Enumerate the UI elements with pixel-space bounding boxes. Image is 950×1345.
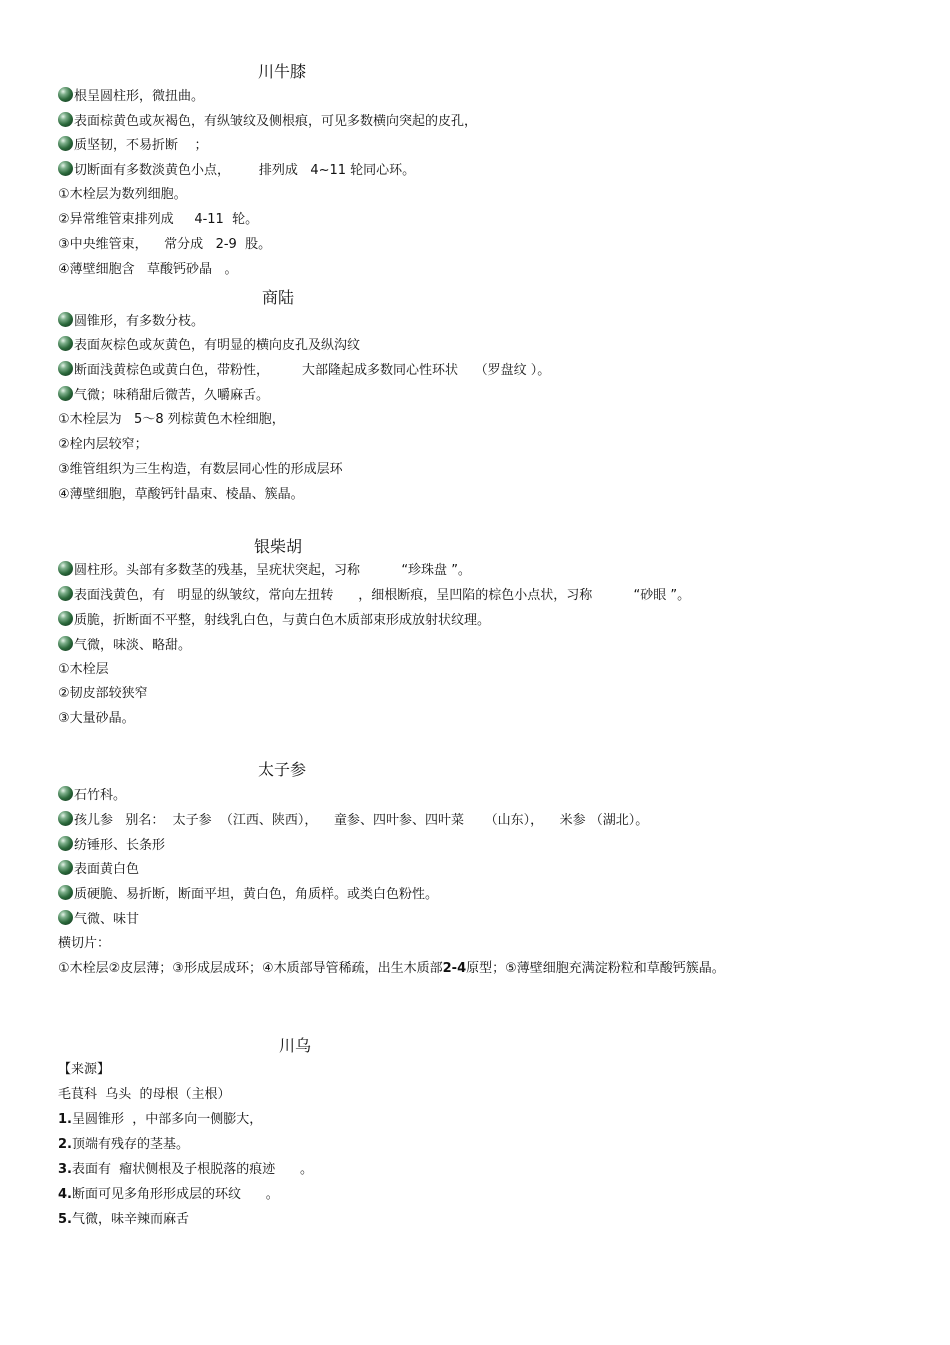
green-ball-bullet-icon: [58, 885, 73, 900]
green-ball-bullet-icon: [58, 112, 73, 127]
numbered-item: 2.顶端有残存的茎基。: [58, 1137, 189, 1152]
green-ball-bullet-icon: [58, 87, 73, 102]
bullet-item: 孩儿参 别名： 太子参 （江西、陕西）， 童参、四叶参、四叶菜 （山东）， 米参 （湖北）。: [58, 811, 648, 830]
bullet-item: 纺锤形、长条形: [58, 836, 165, 855]
numbered-item: ③大量砂晶。: [58, 711, 135, 726]
bullet-item: 切断面有多数淡黄色小点， 排列成 4~11 轮同心环。: [58, 161, 415, 180]
source-heading: 【来源】: [58, 1062, 111, 1077]
bullet-item: 石竹科。: [58, 786, 126, 805]
numbered-item: ②栓内层较窄；: [58, 437, 148, 452]
bullet-item: 根呈圆柱形，微扭曲。: [58, 87, 204, 106]
bullet-item: 质硬脆、易折断，断面平坦，黄白色，角质样。或类白色粉性。: [58, 885, 438, 904]
green-ball-bullet-icon: [58, 336, 73, 351]
bullet-item: 表面棕黄色或灰褐色，有纵皱纹及侧根痕，可见多数横向突起的皮孔，: [58, 112, 477, 131]
bullet-item: 表面浅黄色，有 明显的纵皱纹，常向左扭转 ，细根断痕，呈凹陷的棕色小点状，习称 “砂眼 ”。: [58, 586, 690, 605]
bullet-item: 断面浅黄棕色或黄白色，带粉性， 大部隆起成多数同心性环状 （罗盘纹 ）。: [58, 361, 550, 380]
green-ball-bullet-icon: [58, 860, 73, 875]
section-title-chuanniuxi: 川牛膝: [258, 62, 307, 81]
green-ball-bullet-icon: [58, 312, 73, 327]
source-text: 毛茛科 乌头 的母根（主根）: [58, 1087, 231, 1102]
numbered-item: ①木栓层为数列细胞。: [58, 187, 187, 202]
green-ball-bullet-icon: [58, 386, 73, 401]
numbered-item: ②异常维管束排列成 4-11 轮。: [58, 212, 259, 227]
numbered-item: 5.气微，味辛辣而麻舌: [58, 1212, 189, 1227]
numbered-item: ④薄壁细胞含 草酸钙砂晶 。: [58, 262, 238, 277]
numbered-item: ④薄壁细胞，草酸钙针晶束、棱晶、簇晶。: [58, 487, 304, 502]
green-ball-bullet-icon: [58, 910, 73, 925]
green-ball-bullet-icon: [58, 811, 73, 826]
numbered-item: ③中央维管束， 常分成 2-9 股。: [58, 237, 272, 252]
bullet-item: 圆柱形。头部有多数茎的残基，呈疣状突起，习称 “珍珠盘 ”。: [58, 561, 471, 580]
numbered-item: 4.断面可见多角形形成层的环纹 。: [58, 1187, 279, 1202]
bullet-item: 气微、味甘: [58, 910, 139, 929]
numbered-item: ①木栓层: [58, 662, 109, 677]
bullet-item: 气微，味淡、略甜。: [58, 636, 191, 655]
bullet-item: 气微；味稍甜后微苦，久嚼麻舌。: [58, 386, 269, 405]
bullet-item: 表面黄白色: [58, 860, 139, 879]
section-title-yinchaihu: 银柴胡: [254, 537, 303, 556]
green-ball-bullet-icon: [58, 161, 73, 176]
green-ball-bullet-icon: [58, 561, 73, 576]
numbered-item: 1.呈圆锥形 ，中部多向一侧膨大，: [58, 1112, 263, 1127]
bullet-item: 圆锥形，有多数分枝。: [58, 312, 204, 331]
bullet-item: 质坚韧，不易折断 ；: [58, 136, 208, 155]
section-title-chuanwu: 川乌: [279, 1036, 312, 1055]
green-ball-bullet-icon: [58, 836, 73, 851]
bullet-item: 质脆，折断面不平整，射线乳白色，与黄白色木质部束形成放射状纹理。: [58, 611, 490, 630]
numbered-item: ②韧皮部较狭窄: [58, 686, 148, 701]
numbered-item: ①木栓层为 5～8 列棕黄色木栓细胞，: [58, 412, 285, 427]
paragraph-text: ①木栓层②皮层薄；③形成层成环；④木质部导管稀疏，出生木质部2-4原型；⑤薄壁细胞充满淀粉粒和草酸钙簇晶。: [58, 961, 725, 976]
green-ball-bullet-icon: [58, 611, 73, 626]
green-ball-bullet-icon: [58, 361, 73, 376]
numbered-item: ③维管组织为三生构造，有数层同心性的形成层环: [58, 462, 343, 477]
green-ball-bullet-icon: [58, 136, 73, 151]
bullet-item: 表面灰棕色或灰黄色，有明显的横向皮孔及纵沟纹: [58, 336, 360, 355]
green-ball-bullet-icon: [58, 586, 73, 601]
section-title-shanglu: 商陆: [262, 288, 295, 307]
paragraph-label: 横切片：: [58, 936, 111, 951]
numbered-item: 3.表面有 瘤状侧根及子根脱落的痕迹 。: [58, 1162, 314, 1177]
green-ball-bullet-icon: [58, 636, 73, 651]
section-title-taizishen: 太子参: [258, 760, 307, 779]
green-ball-bullet-icon: [58, 786, 73, 801]
